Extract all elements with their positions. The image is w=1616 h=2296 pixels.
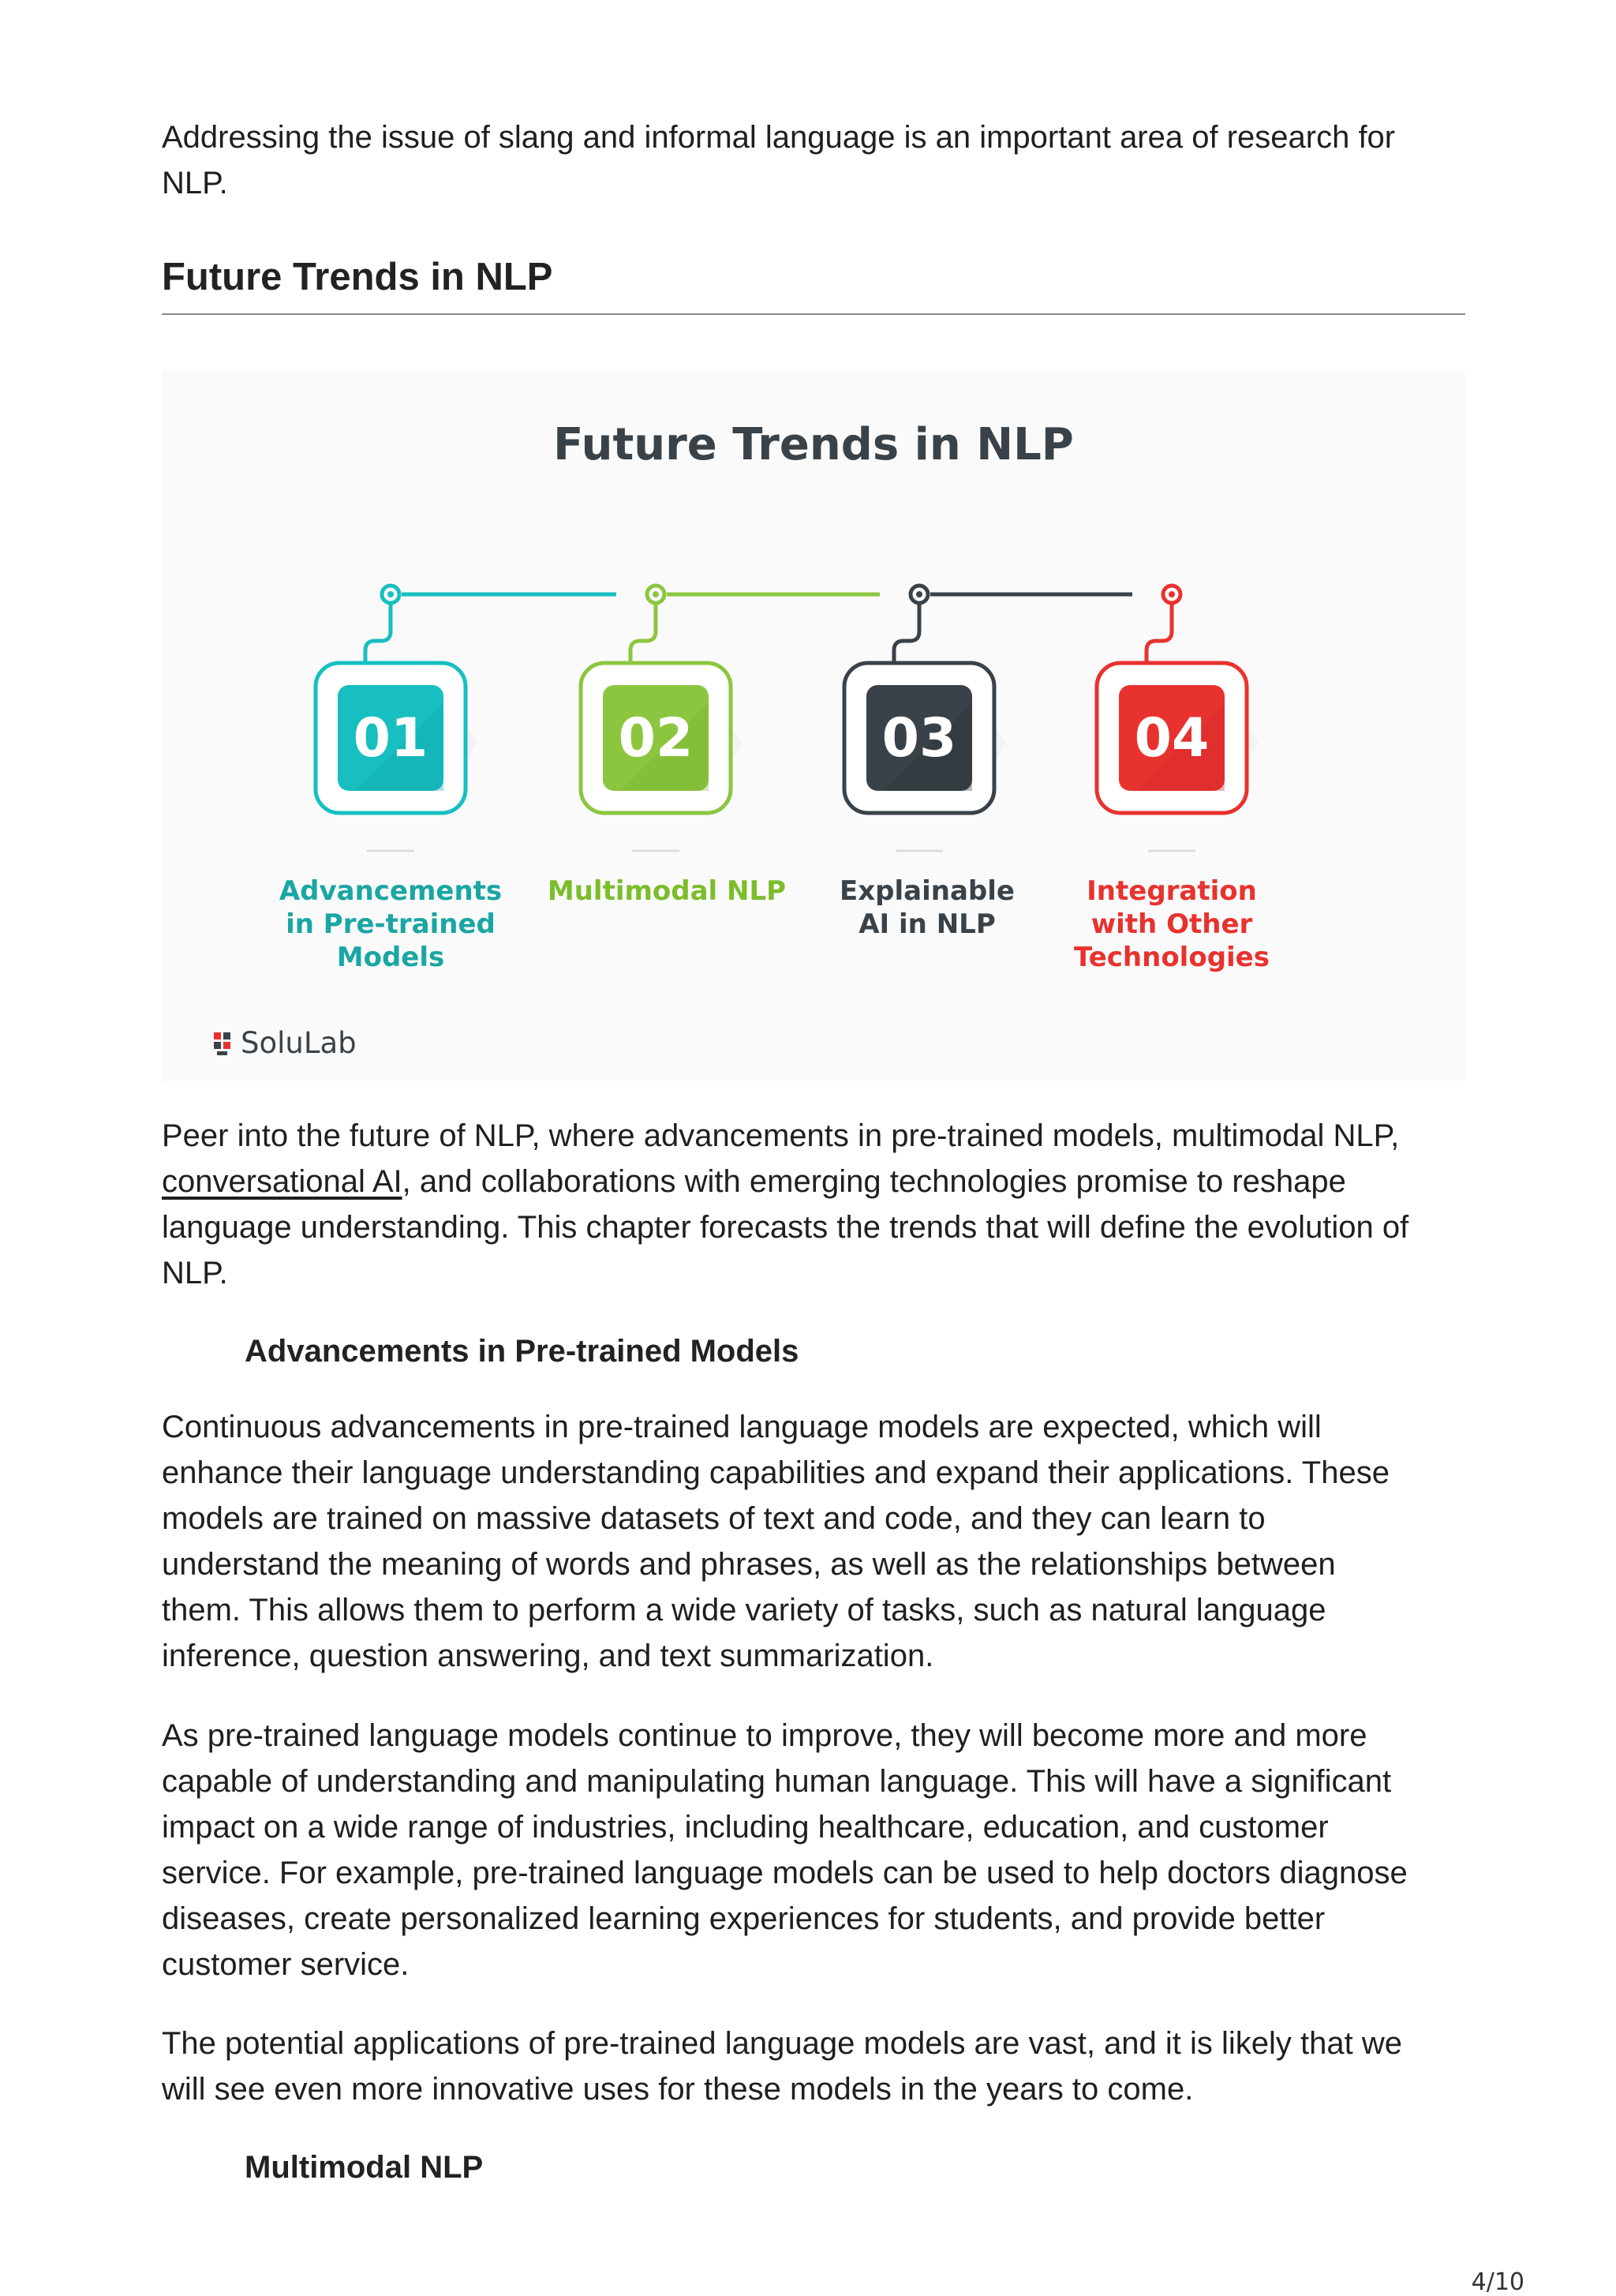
timeline-node-dot <box>916 591 922 597</box>
trend-step-04 <box>1074 586 1270 973</box>
step-number: 01 <box>353 707 428 770</box>
section-title: Future Trends in NLP <box>162 256 553 298</box>
solulab-brand-text: SoluLab <box>241 1026 357 1060</box>
step-label-line: Integration <box>1087 875 1257 907</box>
adv1-line-6: inference, question answering, and text summarization. <box>162 1639 934 1673</box>
adv2-line-3: impact on a wide range of industries, including healthcare, education, and customer <box>162 1810 1329 1845</box>
step-connector <box>1147 603 1172 665</box>
future-line-2: , and collaborations with emerging technologies promise to reshape <box>402 1164 1346 1199</box>
future-line-4: NLP. <box>162 1256 228 1290</box>
subheading-advancements: Advancements in Pre-trained Models <box>245 1334 799 1369</box>
step-label-line: Advancements <box>279 875 503 907</box>
trend-step-01 <box>279 586 502 973</box>
adv2-line-4: service. For example, pre-trained language models can be used to help doctors diagnose <box>162 1856 1408 1890</box>
advancements-paragraph-2 <box>162 1713 1472 1987</box>
adv1-line-5: them. This allows them to perform a wide variety of tasks, such as natural language <box>162 1593 1326 1627</box>
advancements-paragraph-1 <box>162 1404 1472 1679</box>
timeline-node-dot <box>1169 591 1175 597</box>
future-trends-infographic <box>162 371 1465 1081</box>
future-paragraph <box>162 1113 1472 1296</box>
intro-line-2: NLP. <box>162 166 228 200</box>
step-connector <box>894 603 919 665</box>
adv3-line-2: will see even more innovative uses for these models in the years to come. <box>162 2072 1194 2107</box>
infographic-title: Future Trends in NLP <box>553 419 1074 470</box>
adv1-line-3: models are trained on massive datasets of text and code, and they can learn to <box>162 1501 1266 1536</box>
solulab-brand <box>214 1026 357 1060</box>
future-line-1: Peer into the future of NLP, where advancements in pre-trained models, multimodal NLP, <box>162 1118 1400 1153</box>
conversational-ai-link[interactable]: conversational AI <box>162 1164 402 1199</box>
adv2-line-2: capable of understanding and manipulating human language. This will have a significant <box>162 1764 1392 1799</box>
adv1-line-1: Continuous advancements in pre-trained language models are expected, which will <box>162 1410 1322 1444</box>
step-label-line: Technologies <box>1074 942 1270 973</box>
step-connector <box>365 603 391 665</box>
adv2-line-5: diseases, create personalized learning experiences for students, and provide better <box>162 1901 1326 1936</box>
step-connector <box>630 603 656 665</box>
step-number: 02 <box>618 707 694 770</box>
section-divider <box>162 313 1465 315</box>
timeline-node-dot <box>387 591 394 597</box>
timeline-node-dot <box>653 591 659 597</box>
adv2-line-6: customer service. <box>162 1947 410 1982</box>
step-label-line: AI in NLP <box>858 908 996 940</box>
intro-paragraph <box>162 114 1472 206</box>
trend-step-03 <box>840 586 1015 940</box>
step-label-line: Multimodal NLP <box>547 875 787 907</box>
step-number: 03 <box>881 707 957 770</box>
adv2-line-1: As pre-trained language models continue to improve, they will become more and more <box>162 1718 1367 1753</box>
advancements-paragraph-3 <box>162 2021 1472 2112</box>
adv1-line-4: understand the meaning of words and phrases, as well as the relationships between <box>162 1547 1336 1582</box>
solulab-logo-icon <box>214 1032 230 1055</box>
step-number: 04 <box>1134 707 1210 770</box>
step-label-line: Models <box>336 942 445 973</box>
future-line-3: language understanding. This chapter forecasts the trends that will define the evolution of <box>162 1210 1409 1245</box>
intro-line-1: Addressing the issue of slang and informal language is an important area of research for <box>162 120 1396 155</box>
infographic-svg <box>162 371 1465 1081</box>
subheading-multimodal: Multimodal NLP <box>245 2150 484 2185</box>
step-label-line: with Other <box>1090 908 1253 940</box>
trend-steps <box>279 586 1270 973</box>
step-label-line: Explainable <box>840 875 1015 907</box>
trend-step-02 <box>548 586 786 907</box>
page-number: 4/10 <box>1471 2268 1524 2296</box>
adv3-line-1: The potential applications of pre-trained language models are vast, and it is likely that we <box>162 2026 1403 2061</box>
step-label-line: in Pre-trained <box>286 908 496 940</box>
adv1-line-2: enhance their language understanding capabilities and expand their applications. These <box>162 1455 1390 1490</box>
